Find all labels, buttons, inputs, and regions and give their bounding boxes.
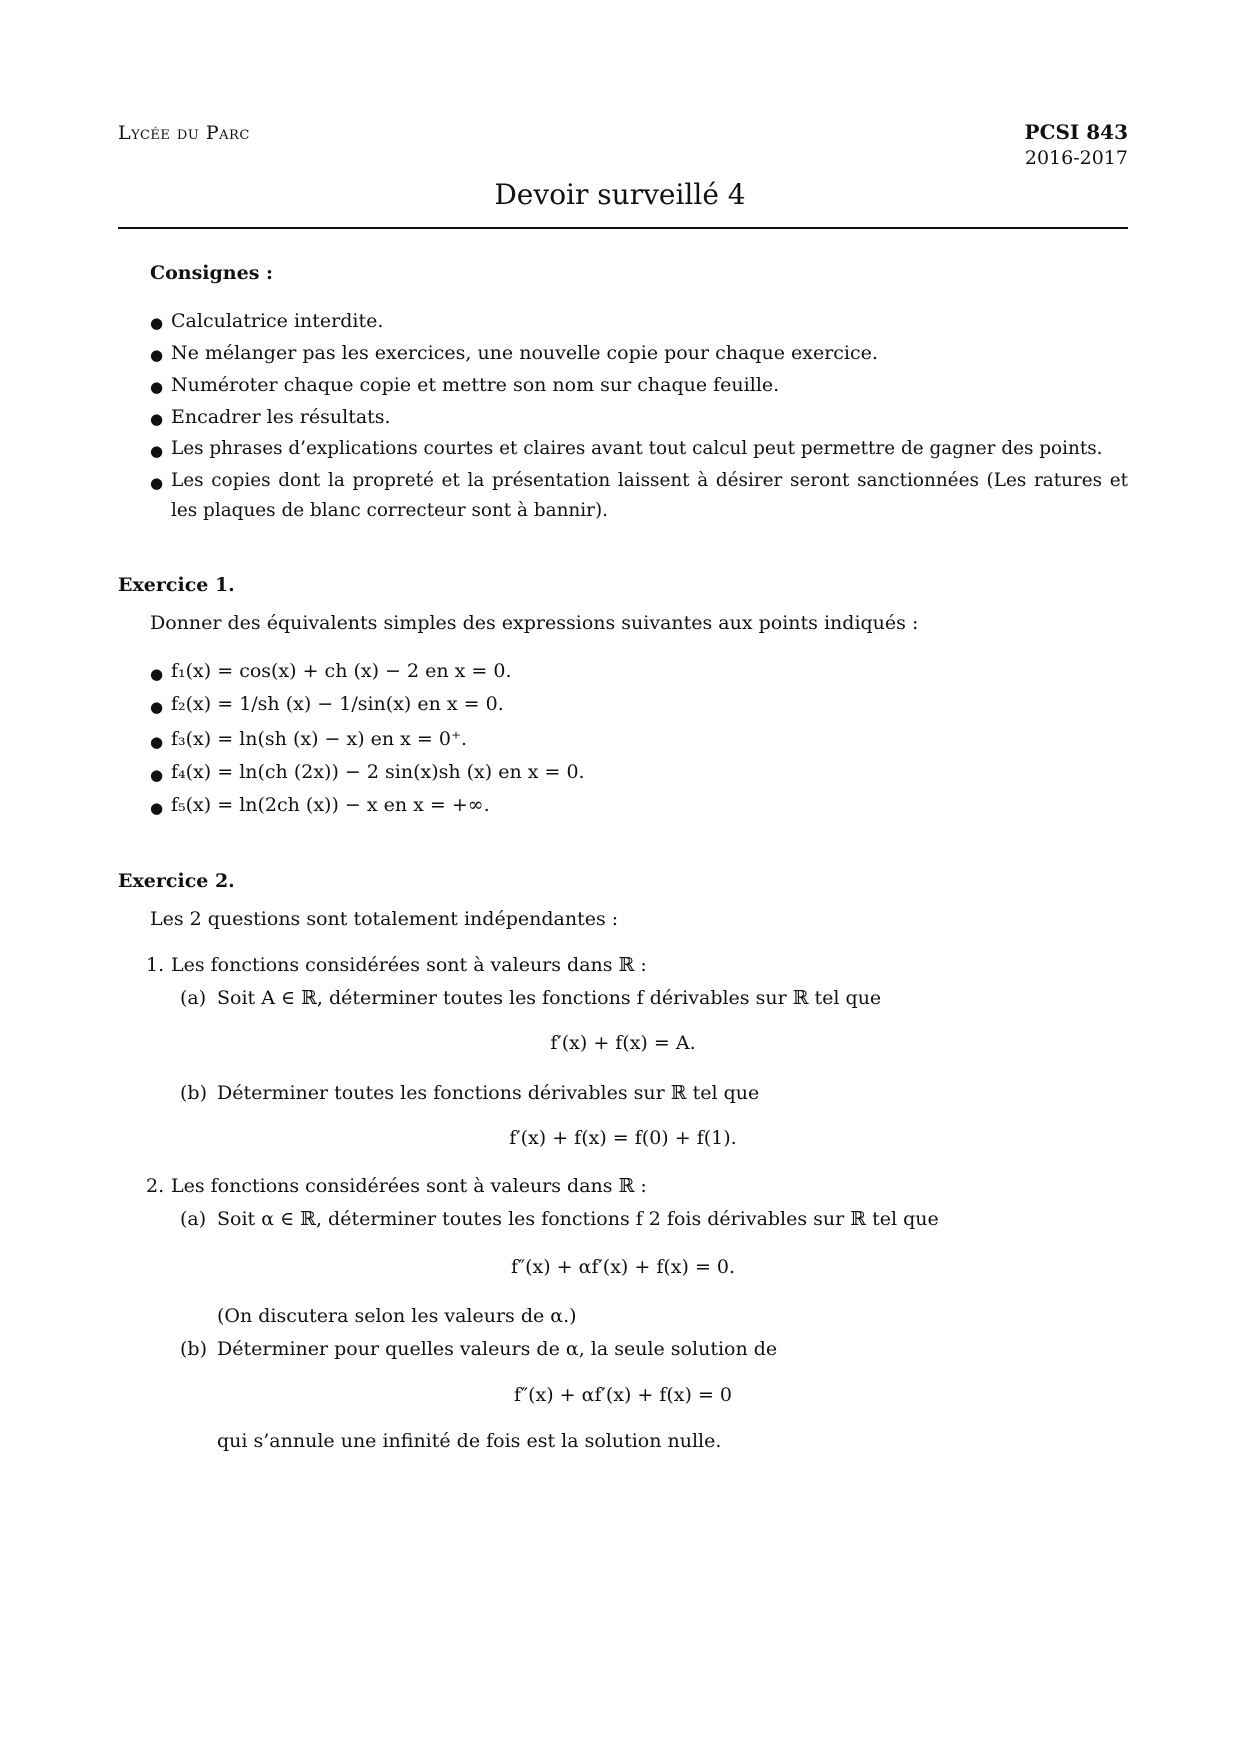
instruction-item: Les phrases d’explications courtes et claires avant tout calcul peut permettre de gagner des points. (171, 438, 1103, 459)
bullet: ● (150, 698, 164, 716)
equation: f″(x) + αf′(x) + f(x) = 0. (510, 1256, 736, 1278)
school-name: Lycée du Parc (118, 122, 250, 144)
subquestion-text: qui s’annule une infinité de fois est la solution nulle. (217, 1430, 722, 1452)
instruction-item: Calculatrice interdite. (171, 310, 384, 332)
exercise1-item: f₅(x) = ln(2ch (x)) − x en x = +∞. (171, 794, 490, 816)
instruction-item: Les copies dont la propreté et la présentation laissent à désirer seront sanctionnées (Les ratures et les plaques de blanc correcteur sont à bannir). (171, 470, 1128, 521)
exercise1-item: f₁(x) = cos(x) + ch (x) − 2 en x = 0. (171, 660, 512, 682)
subquestion-text: Soit A ∈ ℝ, déterminer toutes les fonctions f dérivables sur ℝ tel que (217, 987, 882, 1009)
title-rule (118, 227, 1128, 229)
subquestion-text: Déterminer pour quelles valeurs de α, la seule solution de (217, 1338, 778, 1360)
instruction-item: Encadrer les résultats. (171, 406, 391, 428)
subquestion-note: (On discutera selon les valeurs de α.) (217, 1305, 577, 1327)
subquestion-label: (b) (180, 1338, 207, 1360)
bullet: ● (150, 346, 164, 364)
question-text: Les fonctions considérées sont à valeurs dans ℝ : (171, 954, 647, 976)
page-title: Devoir surveillé 4 (494, 178, 746, 211)
school-year: 2016-2017 (1024, 147, 1128, 169)
subquestion-text: Soit α ∈ ℝ, déterminer toutes les fonctions f 2 fois dérivables sur ℝ tel que (217, 1208, 939, 1230)
bullet: ● (150, 766, 164, 784)
exercise2-heading: Exercice 2. (118, 870, 235, 892)
bullet: ● (150, 733, 164, 751)
equation: f″(x) + αf′(x) + f(x) = 0 (513, 1384, 733, 1406)
class-name: PCSI 843 (1024, 120, 1128, 144)
question-number: 2. (146, 1175, 165, 1197)
equation: f′(x) + f(x) = A. (550, 1032, 696, 1054)
bullet: ● (150, 474, 164, 492)
exercise1-item: f₄(x) = ln(ch (2x)) − 2 sin(x)sh (x) en x = 0. (171, 761, 585, 783)
instruction-item: Ne mélanger pas les exercices, une nouvelle copie pour chaque exercice. (171, 342, 878, 364)
bullet: ● (150, 410, 164, 428)
exercise1-item: f₃(x) = ln(sh (x) − x) en x = 0⁺. (171, 728, 468, 750)
bullet: ● (150, 378, 164, 396)
subquestion-label: (b) (180, 1082, 207, 1104)
question-text: Les fonctions considérées sont à valeurs dans ℝ : (171, 1175, 647, 1197)
subquestion-label: (a) (180, 1208, 207, 1230)
subquestion-text: Déterminer toutes les fonctions dérivables sur ℝ tel que (217, 1082, 760, 1104)
exercise1-item: f₂(x) = 1/sh (x) − 1/sin(x) en x = 0. (171, 693, 504, 715)
bullet: ● (150, 665, 164, 683)
subquestion-label: (a) (180, 987, 207, 1009)
bullet: ● (150, 799, 164, 817)
instructions-heading: Consignes : (150, 262, 274, 284)
bullet: ● (150, 442, 164, 460)
exercise2-intro: Les 2 questions sont totalement indépendantes : (150, 908, 619, 930)
instruction-item: Numéroter chaque copie et mettre son nom sur chaque feuille. (171, 374, 780, 396)
bullet: ● (150, 314, 164, 332)
equation: f′(x) + f(x) = f(0) + f(1). (509, 1127, 737, 1149)
question-number: 1. (146, 954, 165, 976)
exercise1-heading: Exercice 1. (118, 574, 235, 596)
exercise1-intro: Donner des équivalents simples des expressions suivantes aux points indiqués : (150, 612, 919, 634)
